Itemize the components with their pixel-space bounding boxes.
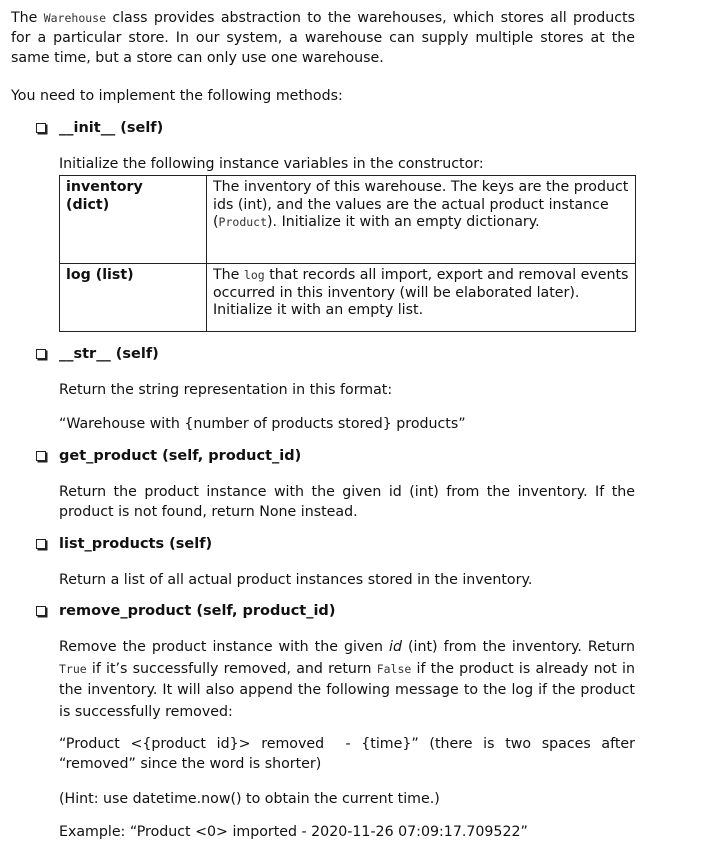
method-init [36,120,163,136]
method-str [36,346,159,362]
var-name: inventory (dict) [60,176,207,264]
desc-text: ). Initialize it with an empty dictionary. [267,214,540,230]
hint-text: (Hint: use datetime.now() to obtain the current time.) [59,791,440,807]
method-signature: get_product (self, product_id) [59,448,302,464]
false-code: False [376,661,412,676]
method-remove-product [36,603,335,619]
desc-text: if the product is already not in the inventory. It will also append the following message to the log if the product is successfully removed: [59,660,635,720]
str-description: Return the string representation in this format: [59,382,393,398]
desc-text: that records all import, export and removal events occurred in this inventory (will be elaborated later). Initialize it with an empty list. [213,267,629,318]
checkbox-icon [36,606,46,616]
product-code: Product [218,215,268,229]
method-signature: __str__ (self) [59,346,159,362]
desc-text: (int) from the inventory. Return [402,639,635,655]
instructions-line: You need to implement the following methods: [11,88,343,104]
checkbox-icon [36,123,46,133]
method-get-product [36,448,301,464]
var-description [207,264,636,332]
get-product-description: Return the product instance with the given id (int) from the inventory. If the product is not found, return None instead. [59,484,635,520]
example-text: Example: “Product <0> imported - 2020-11-26 07:09:17.709522” [59,824,528,840]
intro-text-a: The [11,10,44,26]
checkbox-icon [36,349,46,359]
id-term: id [389,639,402,655]
var-description [207,176,636,264]
remove-product-description [59,637,635,723]
method-list-products [36,536,212,552]
warehouse-code: Warehouse [43,11,107,25]
log-code: log [243,268,265,282]
str-format: “Warehouse with {number of products stored} products” [59,416,466,432]
method-signature: list_products (self) [59,536,213,552]
method-signature: __init__ (self) [59,120,164,136]
checkbox-icon [36,451,46,461]
desc-text: if it’s successfully removed, and return [86,660,377,677]
desc-text: The [213,267,244,283]
checkbox-icon [36,539,46,549]
var-name: log (list) [60,264,207,332]
true-code: True [59,661,87,676]
table-row [60,176,636,264]
intro-text-b: class provides abstraction to the warehouses, which stores all products for a particular store. In our system, a warehouse can supply multiple stores at the same time, but a store can only use one warehouse. [11,10,636,66]
init-description: Initialize the following instance variables in the constructor: [59,156,484,172]
log-message-format: “Product <{product id}> removed - {time}” (there is two spaces after “removed” since the word is shorter) [59,736,640,772]
table-row [60,264,636,332]
desc-text: Remove the product instance with the given [59,639,390,655]
method-signature: remove_product (self, product_id) [59,603,336,619]
desc-text: The inventory of this warehouse. The keys are the product ids (int), and the values are the actual product instance ( [213,179,629,230]
instance-variables-table [59,175,636,332]
intro-paragraph [11,8,635,68]
list-products-description: Return a list of all actual product instances stored in the inventory. [59,572,533,588]
